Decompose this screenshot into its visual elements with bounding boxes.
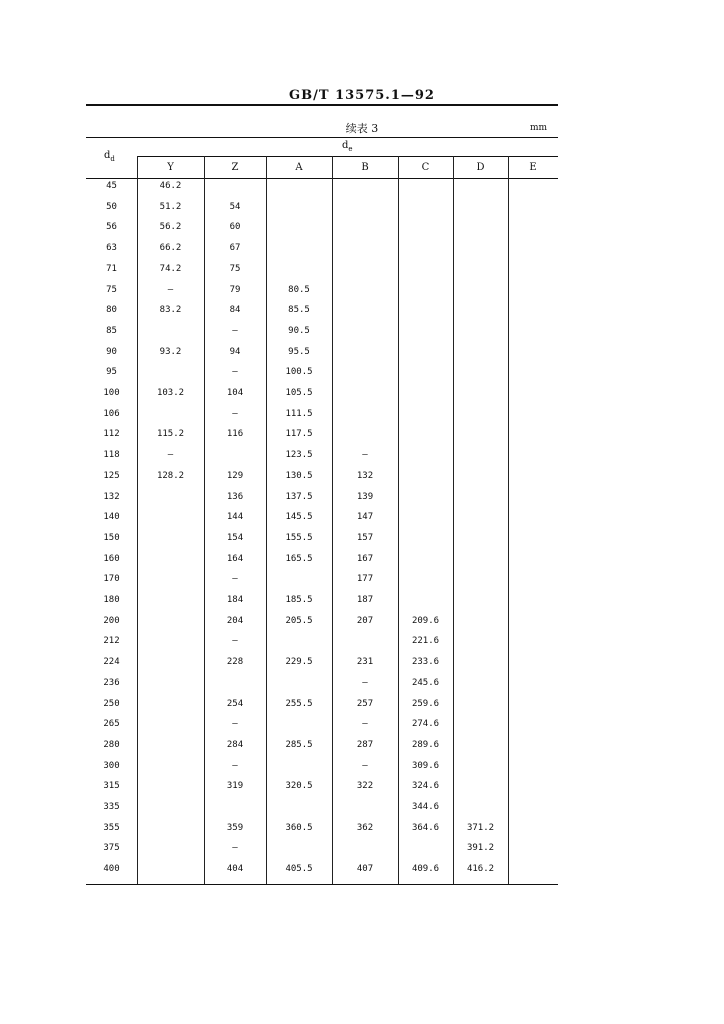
table-cell-z: — xyxy=(232,326,238,336)
table-cell-a: 111.5 xyxy=(285,409,313,419)
table-cell-c: 324.6 xyxy=(411,781,440,791)
table-cell-y: — xyxy=(167,450,174,460)
table-cell-y: 83.2 xyxy=(159,305,182,315)
table-cell-z: 254 xyxy=(226,699,244,709)
table-cell-a: 117.5 xyxy=(285,429,313,439)
table-cell-y: 46.2 xyxy=(159,181,182,191)
row-label-dd: 236 xyxy=(103,678,120,688)
table-cell-b: 257 xyxy=(356,699,374,709)
row-label-dd: 56 xyxy=(106,222,117,232)
table-cell-b: 362 xyxy=(356,823,374,833)
table-cell-a: 100.5 xyxy=(285,367,313,377)
table-cell-a: 80.5 xyxy=(288,285,310,295)
table-cell-z: 79 xyxy=(229,285,241,295)
table-top-rule xyxy=(86,137,558,138)
table-cell-c: 344.6 xyxy=(411,802,440,812)
table-cell-b: 147 xyxy=(356,512,374,522)
table-cell-z: — xyxy=(232,719,238,729)
table-cell-y: 66.2 xyxy=(159,243,182,253)
table-cell-z: 94 xyxy=(229,347,241,357)
table-cell-z: — xyxy=(232,574,238,584)
table-cell-a: 405.5 xyxy=(285,864,313,874)
table-cell-z: — xyxy=(232,636,238,646)
row-label-dd: 160 xyxy=(103,554,120,564)
row-label-dd: 75 xyxy=(106,285,117,295)
unit-label: mm xyxy=(530,123,548,133)
table-caption: 续表 3 xyxy=(345,122,379,135)
column-header-y: Y xyxy=(167,162,174,173)
row-label-dd: 45 xyxy=(106,181,117,191)
row-label-dd: 132 xyxy=(103,492,120,502)
table-cell-b: 187 xyxy=(356,595,374,605)
table-cell-z: — xyxy=(232,761,238,771)
row-label-dd: 90 xyxy=(106,347,117,357)
table-cell-z: 284 xyxy=(226,740,244,750)
row-label-dd: 280 xyxy=(103,740,120,750)
table-cell-b: 132 xyxy=(356,471,374,481)
row-label-dd: 315 xyxy=(103,781,120,791)
group-header xyxy=(342,140,353,153)
table-cell-b: 177 xyxy=(356,574,374,584)
row-label-dd: 200 xyxy=(103,616,120,626)
column-header-d: D xyxy=(476,162,485,173)
table-cell-a: 130.5 xyxy=(285,471,313,481)
column-header-e: E xyxy=(529,162,537,173)
table-cell-z: 136 xyxy=(226,492,244,502)
table-cell-z: 144 xyxy=(226,512,244,522)
table-cell-b: 157 xyxy=(356,533,374,543)
table-cell-b: 231 xyxy=(356,657,374,667)
column-divider xyxy=(266,156,267,884)
table-cell-z: 164 xyxy=(226,554,244,564)
column-divider xyxy=(204,156,205,884)
column-header-a: A xyxy=(295,162,303,173)
row-label-dd: 250 xyxy=(103,699,120,709)
header-rule xyxy=(86,104,558,106)
table-cell-a: 145.5 xyxy=(285,512,313,522)
table-cell-a: 229.5 xyxy=(285,657,313,667)
column-header-b: B xyxy=(361,162,369,173)
row-label-dd: 118 xyxy=(103,450,120,460)
row-label-dd: 100 xyxy=(103,388,120,398)
row-label-dd: 355 xyxy=(103,823,120,833)
table-cell-a: 255.5 xyxy=(285,699,313,709)
table-cell-a: 137.5 xyxy=(285,492,313,502)
row-label-dd: 125 xyxy=(103,471,120,481)
column-divider xyxy=(137,156,138,884)
table-cell-z: — xyxy=(232,409,238,419)
table-cell-z: 60 xyxy=(229,222,241,232)
column-divider xyxy=(332,156,333,884)
row-label-dd: 375 xyxy=(103,843,120,853)
table-cell-a: 123.5 xyxy=(285,450,313,460)
row-label-dd: 300 xyxy=(103,761,120,771)
column-divider xyxy=(453,156,454,884)
row-label-dd: 140 xyxy=(103,512,120,522)
table-cell-c: 245.6 xyxy=(411,678,440,688)
table-cell-z: 104 xyxy=(226,388,244,398)
table-cell-d: 416.2 xyxy=(466,864,495,874)
row-label-dd: 80 xyxy=(106,305,117,315)
table-cell-y: 51.2 xyxy=(159,202,182,212)
table-cell-y: 93.2 xyxy=(159,347,182,357)
table-cell-a: 320.5 xyxy=(285,781,313,791)
table-cell-z: 154 xyxy=(226,533,244,543)
table-cell-b: 407 xyxy=(356,864,374,874)
table-cell-c: 209.6 xyxy=(411,616,440,626)
row-label-dd: 400 xyxy=(103,864,120,874)
table-cell-c: 259.6 xyxy=(411,699,440,709)
table-cell-z: — xyxy=(232,367,238,377)
table-cell-y: 56.2 xyxy=(159,222,182,232)
column-divider xyxy=(508,156,509,884)
table-cell-z: — xyxy=(232,843,238,853)
group-header-symbol: d xyxy=(342,140,349,151)
table-cell-y: 74.2 xyxy=(159,264,182,274)
row-label-dd: 180 xyxy=(103,595,120,605)
table-cell-a: 165.5 xyxy=(285,554,313,564)
row-label-dd: 112 xyxy=(103,429,120,439)
group-header-subscript: e xyxy=(348,145,353,153)
table-cell-z: 204 xyxy=(226,616,244,626)
row-label-dd: 85 xyxy=(106,326,117,336)
table-cell-a: 95.5 xyxy=(288,347,310,357)
table-cell-z: 184 xyxy=(226,595,244,605)
table-cell-a: 285.5 xyxy=(285,740,313,750)
row-header-subscript: d xyxy=(110,155,115,163)
row-label-dd: 150 xyxy=(103,533,120,543)
table-cell-z: 54 xyxy=(229,202,241,212)
row-label-dd: 63 xyxy=(106,243,117,253)
table-bottom-rule xyxy=(86,884,558,885)
table-cell-d: 391.2 xyxy=(466,843,495,853)
row-label-dd: 224 xyxy=(103,657,120,667)
column-header-z: Z xyxy=(231,162,239,173)
table-cell-b: 322 xyxy=(356,781,374,791)
row-header xyxy=(104,150,115,163)
table-cell-y: — xyxy=(167,285,174,295)
table-cell-a: 205.5 xyxy=(285,616,313,626)
table-cell-a: 185.5 xyxy=(285,595,313,605)
row-label-dd: 50 xyxy=(106,202,117,212)
table-cell-c: 364.6 xyxy=(411,823,440,833)
table-cell-z: 359 xyxy=(226,823,244,833)
table-cell-d: 371.2 xyxy=(466,823,495,833)
table-cell-y: 128.2 xyxy=(156,471,185,481)
table-cell-y: 115.2 xyxy=(156,429,185,439)
table-cell-c: 289.6 xyxy=(411,740,440,750)
table-cell-b: — xyxy=(362,450,368,460)
table-cell-c: 233.6 xyxy=(411,657,440,667)
table-cell-c: 409.6 xyxy=(411,864,440,874)
row-label-dd: 170 xyxy=(103,574,120,584)
table-cell-c: 221.6 xyxy=(411,636,440,646)
row-label-dd: 106 xyxy=(103,409,120,419)
table-cell-a: 360.5 xyxy=(285,823,313,833)
table-cell-z: 116 xyxy=(226,429,244,439)
row-header-symbol: d xyxy=(104,150,111,161)
table-cell-b: 167 xyxy=(356,554,374,564)
table-cell-z: 404 xyxy=(226,864,244,874)
table-cell-c: 309.6 xyxy=(411,761,440,771)
table-cell-b: 207 xyxy=(356,616,374,626)
table-cell-z: 84 xyxy=(229,305,241,315)
row-label-dd: 71 xyxy=(106,264,117,274)
table-cell-z: 129 xyxy=(226,471,244,481)
table-cell-b: — xyxy=(362,719,368,729)
group-header-rule xyxy=(137,156,558,157)
row-label-dd: 335 xyxy=(103,802,120,812)
table-cell-b: — xyxy=(362,678,368,688)
table-cell-a: 105.5 xyxy=(285,388,313,398)
table-cell-b: — xyxy=(362,761,368,771)
document-header: GB/T 13575.1—92 xyxy=(289,88,435,103)
table-cell-z: 228 xyxy=(226,657,244,667)
table-cell-z: 75 xyxy=(229,264,241,274)
column-header-c: C xyxy=(421,162,430,173)
table-cell-b: 287 xyxy=(356,740,374,750)
row-label-dd: 95 xyxy=(106,367,117,377)
table-cell-a: 90.5 xyxy=(288,326,310,336)
table-cell-a: 85.5 xyxy=(288,305,310,315)
column-divider xyxy=(398,156,399,884)
row-label-dd: 212 xyxy=(103,636,120,646)
table-cell-b: 139 xyxy=(356,492,374,502)
table-cell-a: 155.5 xyxy=(285,533,313,543)
table-cell-c: 274.6 xyxy=(411,719,440,729)
table-cell-z: 67 xyxy=(229,243,241,253)
table-cell-y: 103.2 xyxy=(156,388,185,398)
table-cell-z: 319 xyxy=(226,781,244,791)
column-header-rule xyxy=(86,178,558,179)
row-label-dd: 265 xyxy=(103,719,120,729)
